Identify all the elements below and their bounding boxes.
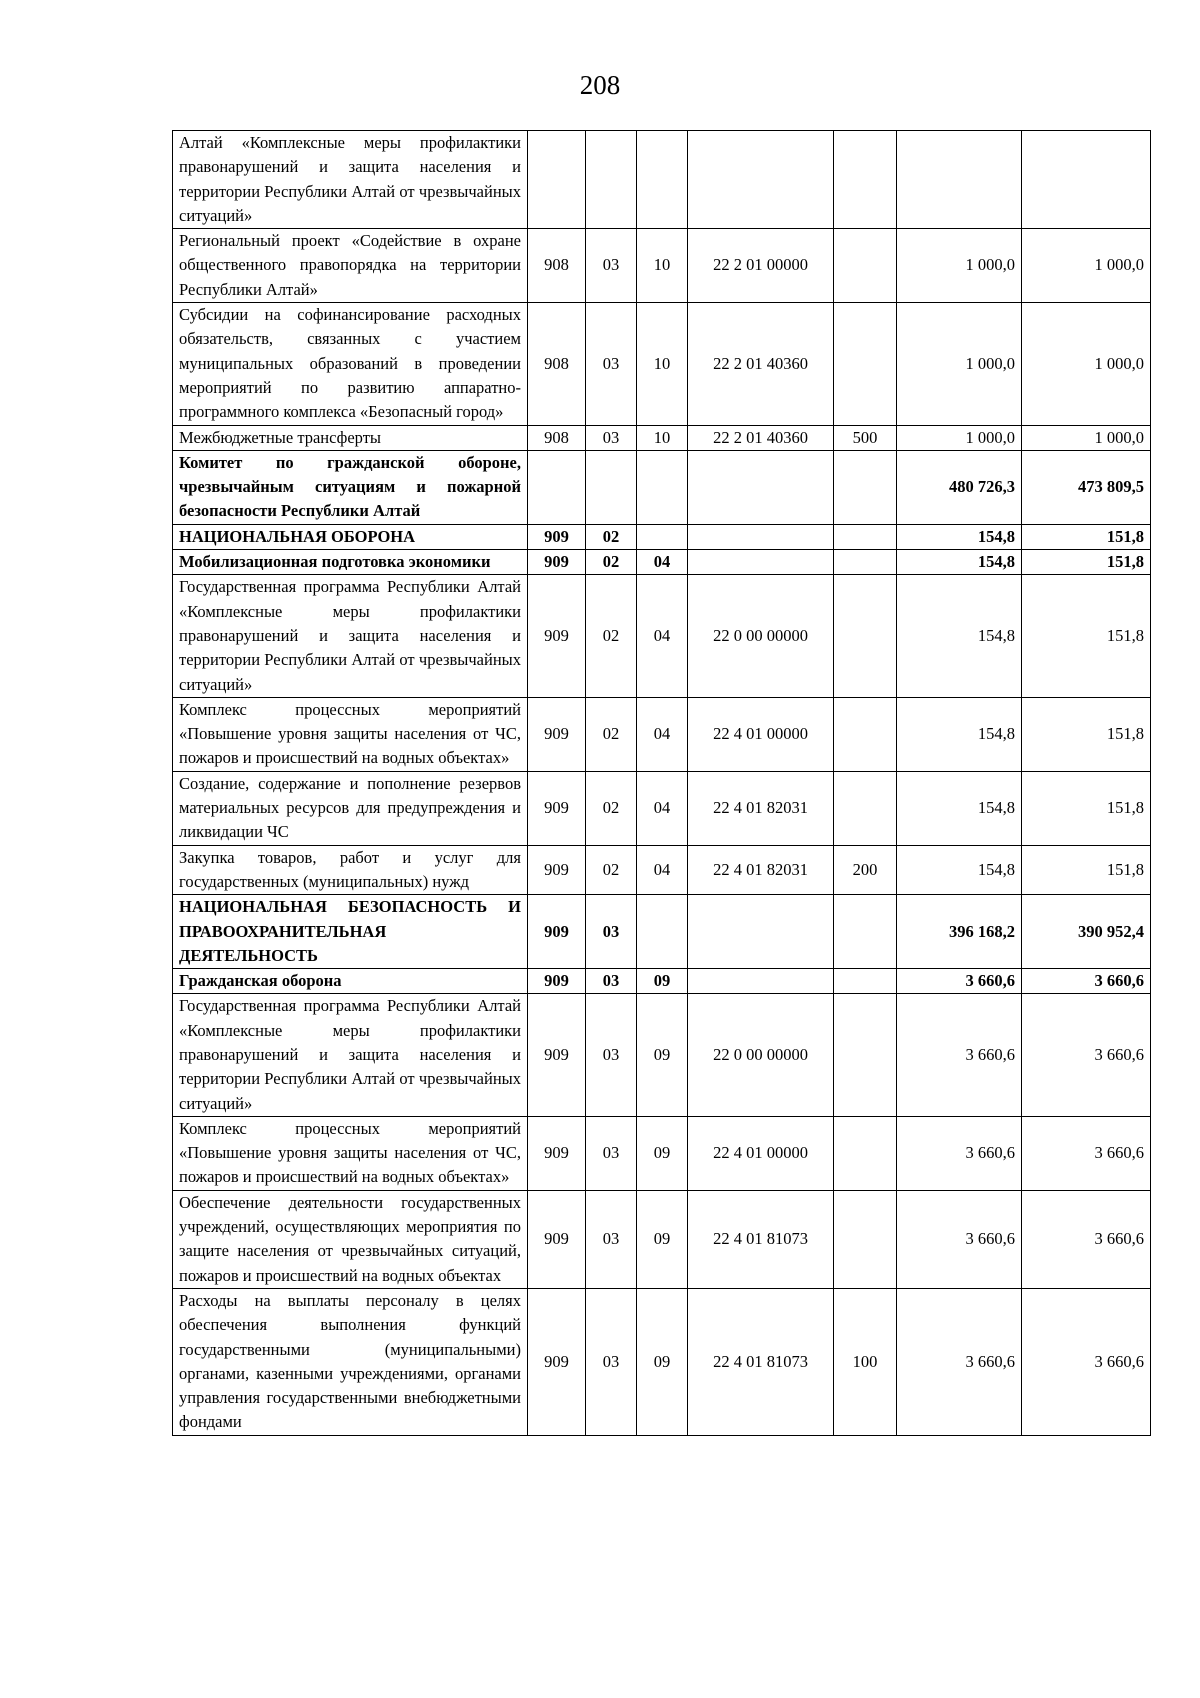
admin-code: 909 [528, 771, 586, 845]
section-code [586, 450, 637, 524]
section-code: 03 [586, 303, 637, 425]
target-article-code [688, 969, 834, 994]
subsection-code [637, 450, 688, 524]
expense-type-code [834, 524, 897, 549]
table-row [173, 771, 1151, 845]
row-name: Создание, содержание и пополнение резервов материальных ресурсов для предупреждения и ликвидации ЧС [173, 771, 528, 845]
admin-code: 909 [528, 575, 586, 697]
subsection-code: 04 [637, 845, 688, 895]
table-row [173, 131, 1151, 229]
amount-year-1: 154,8 [897, 550, 1022, 575]
table-row [173, 550, 1151, 575]
target-article-code [688, 895, 834, 969]
subsection-code: 04 [637, 575, 688, 697]
target-article-code [688, 550, 834, 575]
row-name: Расходы на выплаты персоналу в целях обеспечения выполнения функций государственными (муниципальными) органами, казенными учреждениями, органами управления государственными внебюджетными фондами [173, 1288, 528, 1435]
admin-code: 909 [528, 895, 586, 969]
expense-type-code [834, 550, 897, 575]
row-name: Обеспечение деятельности государственных учреждений, осуществляющих мероприятия по защите населения от чрезвычайных ситуаций, пожаров и происшествий на водных объектах [173, 1190, 528, 1288]
expense-type-code: 100 [834, 1288, 897, 1435]
amount-year-1: 3 660,6 [897, 969, 1022, 994]
target-article-code: 22 4 01 00000 [688, 697, 834, 771]
subsection-code: 09 [637, 1288, 688, 1435]
admin-code: 908 [528, 425, 586, 450]
amount-year-2: 1 000,0 [1022, 303, 1151, 425]
row-name: Комитет по гражданской обороне, чрезвычайным ситуациям и пожарной безопасности Республики Алтай [173, 450, 528, 524]
amount-year-1 [897, 131, 1022, 229]
amount-year-2: 151,8 [1022, 771, 1151, 845]
section-code: 02 [586, 524, 637, 549]
section-code: 03 [586, 969, 637, 994]
row-name: Комплекс процессных мероприятий «Повышение уровня защиты населения от ЧС, пожаров и происшествий на водных объектах» [173, 697, 528, 771]
target-article-code: 22 4 01 81073 [688, 1288, 834, 1435]
admin-code: 909 [528, 1190, 586, 1288]
target-article-code: 22 4 01 82031 [688, 845, 834, 895]
subsection-code: 09 [637, 1116, 688, 1190]
table-row [173, 895, 1151, 969]
amount-year-1: 3 660,6 [897, 994, 1022, 1116]
table-row [173, 524, 1151, 549]
amount-year-1: 154,8 [897, 575, 1022, 697]
table-row [173, 1116, 1151, 1190]
table-row [173, 425, 1151, 450]
section-code: 02 [586, 550, 637, 575]
table-row [173, 1288, 1151, 1435]
target-article-code: 22 2 01 00000 [688, 229, 834, 303]
subsection-code: 09 [637, 994, 688, 1116]
expense-type-code [834, 229, 897, 303]
table-row [173, 575, 1151, 697]
expense-type-code [834, 131, 897, 229]
table-row [173, 969, 1151, 994]
table-row [173, 845, 1151, 895]
budget-table [172, 130, 1151, 1436]
amount-year-2: 3 660,6 [1022, 969, 1151, 994]
table-row [173, 1190, 1151, 1288]
amount-year-1: 154,8 [897, 697, 1022, 771]
target-article-code: 22 4 01 81073 [688, 1190, 834, 1288]
expense-type-code [834, 969, 897, 994]
expense-type-code [834, 994, 897, 1116]
expense-type-code [834, 450, 897, 524]
amount-year-1: 1 000,0 [897, 303, 1022, 425]
target-article-code: 22 2 01 40360 [688, 303, 834, 425]
expense-type-code [834, 771, 897, 845]
expense-type-code [834, 303, 897, 425]
amount-year-1: 3 660,6 [897, 1116, 1022, 1190]
section-code: 03 [586, 425, 637, 450]
expense-type-code [834, 697, 897, 771]
admin-code: 909 [528, 550, 586, 575]
section-code: 02 [586, 575, 637, 697]
section-code: 03 [586, 229, 637, 303]
amount-year-1: 480 726,3 [897, 450, 1022, 524]
amount-year-2: 3 660,6 [1022, 994, 1151, 1116]
amount-year-2: 3 660,6 [1022, 1288, 1151, 1435]
amount-year-2: 151,8 [1022, 845, 1151, 895]
amount-year-1: 396 168,2 [897, 895, 1022, 969]
row-name: Государственная программа Республики Алтай «Комплексные меры профилактики правонарушений и защита населения и территории Республики Алтай от чрезвычайных ситуаций» [173, 575, 528, 697]
target-article-code: 22 0 00 00000 [688, 994, 834, 1116]
amount-year-1: 154,8 [897, 771, 1022, 845]
expense-type-code: 500 [834, 425, 897, 450]
admin-code: 909 [528, 524, 586, 549]
section-code: 02 [586, 845, 637, 895]
row-name: Алтай «Комплексные меры профилактики правонарушений и защита населения и территории Республики Алтай от чрезвычайных ситуаций» [173, 131, 528, 229]
target-article-code [688, 450, 834, 524]
admin-code: 908 [528, 229, 586, 303]
amount-year-1: 1 000,0 [897, 229, 1022, 303]
section-code: 03 [586, 1190, 637, 1288]
target-article-code: 22 4 01 00000 [688, 1116, 834, 1190]
admin-code: 909 [528, 697, 586, 771]
amount-year-2: 151,8 [1022, 697, 1151, 771]
row-name: Региональный проект «Содействие в охране общественного правопорядка на территории Республики Алтай» [173, 229, 528, 303]
subsection-code [637, 524, 688, 549]
amount-year-1: 154,8 [897, 524, 1022, 549]
section-code [586, 131, 637, 229]
amount-year-2: 390 952,4 [1022, 895, 1151, 969]
subsection-code: 04 [637, 697, 688, 771]
expense-type-code [834, 575, 897, 697]
table-row [173, 229, 1151, 303]
subsection-code [637, 131, 688, 229]
admin-code [528, 131, 586, 229]
admin-code: 908 [528, 303, 586, 425]
subsection-code: 10 [637, 425, 688, 450]
table-row [173, 450, 1151, 524]
subsection-code: 10 [637, 229, 688, 303]
amount-year-2: 3 660,6 [1022, 1190, 1151, 1288]
expense-type-code [834, 895, 897, 969]
row-name: Комплекс процессных мероприятий «Повышение уровня защиты населения от ЧС, пожаров и происшествий на водных объектах» [173, 1116, 528, 1190]
row-name: Закупка товаров, работ и услуг для государственных (муниципальных) нужд [173, 845, 528, 895]
expense-type-code [834, 1190, 897, 1288]
admin-code: 909 [528, 1288, 586, 1435]
table-row [173, 994, 1151, 1116]
amount-year-1: 1 000,0 [897, 425, 1022, 450]
row-name: НАЦИОНАЛЬНАЯ ОБОРОНА [173, 524, 528, 549]
admin-code: 909 [528, 845, 586, 895]
admin-code: 909 [528, 1116, 586, 1190]
row-name: Межбюджетные трансферты [173, 425, 528, 450]
target-article-code [688, 524, 834, 549]
admin-code [528, 450, 586, 524]
amount-year-2: 1 000,0 [1022, 229, 1151, 303]
amount-year-2 [1022, 131, 1151, 229]
section-code: 03 [586, 1288, 637, 1435]
row-name: Субсидии на софинансирование расходных обязательств, связанных с участием муниципальных образований в проведении мероприятий по развитию аппаратно-программного комплекса «Безопасный город» [173, 303, 528, 425]
target-article-code: 22 4 01 82031 [688, 771, 834, 845]
target-article-code [688, 131, 834, 229]
admin-code: 909 [528, 969, 586, 994]
amount-year-2: 151,8 [1022, 524, 1151, 549]
row-name: НАЦИОНАЛЬНАЯ БЕЗОПАСНОСТЬ И ПРАВООХРАНИТЕЛЬНАЯ ДЕЯТЕЛЬНОСТЬ [173, 895, 528, 969]
section-code: 03 [586, 994, 637, 1116]
amount-year-2: 1 000,0 [1022, 425, 1151, 450]
amount-year-2: 3 660,6 [1022, 1116, 1151, 1190]
amount-year-2: 151,8 [1022, 550, 1151, 575]
row-name: Мобилизационная подготовка экономики [173, 550, 528, 575]
subsection-code: 04 [637, 550, 688, 575]
amount-year-1: 3 660,6 [897, 1190, 1022, 1288]
subsection-code: 04 [637, 771, 688, 845]
amount-year-1: 3 660,6 [897, 1288, 1022, 1435]
section-code: 02 [586, 697, 637, 771]
expense-type-code [834, 1116, 897, 1190]
subsection-code: 09 [637, 1190, 688, 1288]
subsection-code: 10 [637, 303, 688, 425]
amount-year-2: 473 809,5 [1022, 450, 1151, 524]
section-code: 03 [586, 895, 637, 969]
expense-type-code: 200 [834, 845, 897, 895]
section-code: 02 [586, 771, 637, 845]
subsection-code [637, 895, 688, 969]
section-code: 03 [586, 1116, 637, 1190]
target-article-code: 22 2 01 40360 [688, 425, 834, 450]
row-name: Гражданская оборона [173, 969, 528, 994]
table-row [173, 697, 1151, 771]
row-name: Государственная программа Республики Алтай «Комплексные меры профилактики правонарушений и защита населения и территории Республики Алтай от чрезвычайных ситуаций» [173, 994, 528, 1116]
amount-year-2: 151,8 [1022, 575, 1151, 697]
amount-year-1: 154,8 [897, 845, 1022, 895]
subsection-code: 09 [637, 969, 688, 994]
page-number: 208 [579, 70, 621, 100]
target-article-code: 22 0 00 00000 [688, 575, 834, 697]
table-row [173, 303, 1151, 425]
admin-code: 909 [528, 994, 586, 1116]
